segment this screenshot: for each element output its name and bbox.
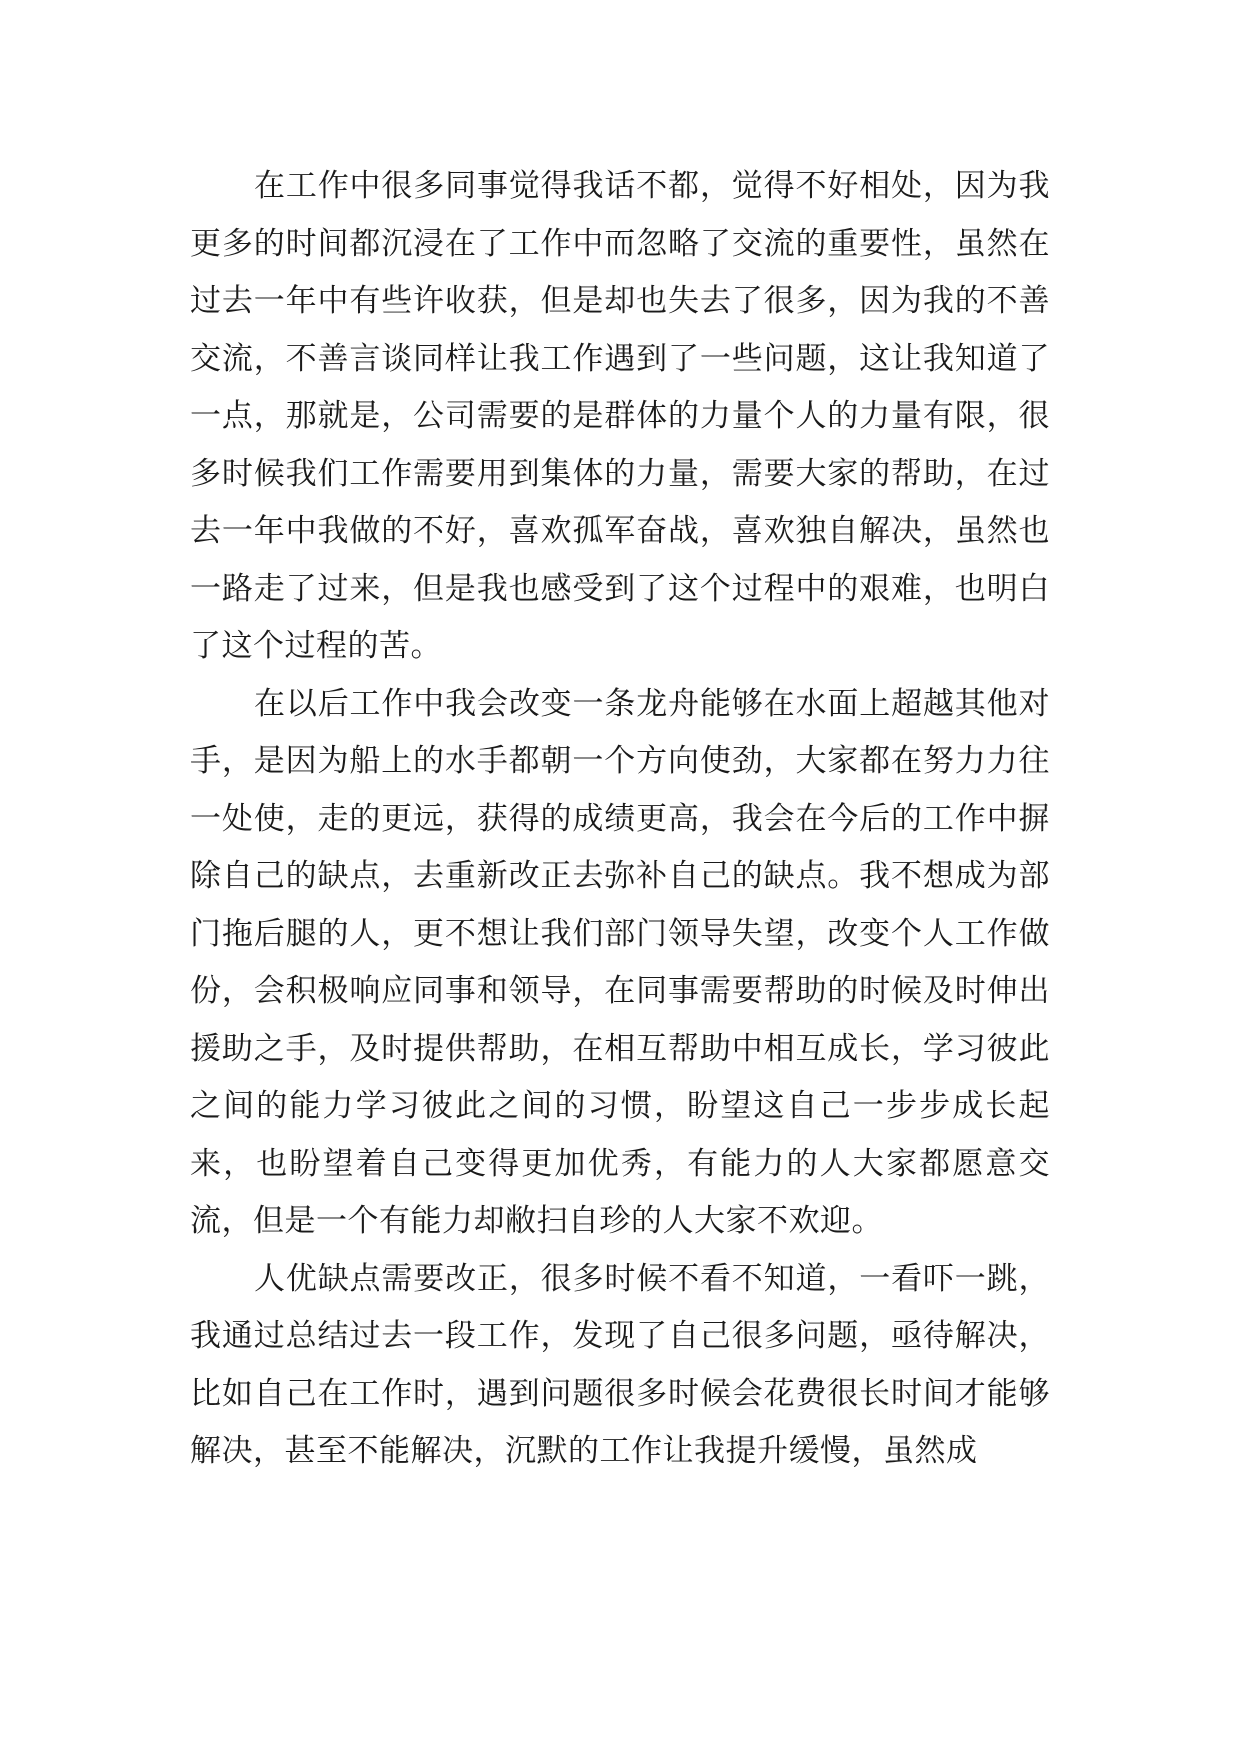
document-body [190, 158, 1050, 1481]
paragraph-1: 在工作中很多同事觉得我话不都，觉得不好相处，因为我更多的时间都沉浸在了工作中而忽略了交流的重要性，虽然在过去一年中有些许收获，但是却也失去了很多，因为我的不善交流，不善言谈同样让我工作遇到了一些问题，这让我知道了一点，那就是，公司需要的是群体的力量个人的力量有限，很多时候我们工作需要用到集体的力量，需要大家的帮助，在过去一年中我做的不好，喜欢孤军奋战，喜欢独自解决，虽然也一路走了过来，但是我也感受到了这个过程中的艰难，也明白了这个过程的苦。 [190, 168, 1050, 664]
paragraph-3: 人优缺点需要改正，很多时候不看不知道，一看吓一跳，我通过总结过去一段工作，发现了自己很多问题，亟待解决，比如自己在工作时，遇到问题很多时候会花费很长时间才能够解决，甚至不能解决，沉默的工作让我提升缓慢，虽然成 [190, 1260, 1050, 1469]
paragraph-2: 在以后工作中我会改变一条龙舟能够在水面上超越其他对手，是因为船上的水手都朝一个方向使劲，大家都在努力力往一处使，走的更远，获得的成绩更高，我会在今后的工作中摒除自己的缺点，去重新改正去弥补自己的缺点。我不想成为部门拖后腿的人，更不想让我们部门领导失望，改变个人工作做份，会积极响应同事和领导，在同事需要帮助的时候及时伸出援助之手，及时提供帮助，在相互帮助中相互成长，学习彼此之间的能力学习彼此之间的习惯，盼望这自己一步步成长起来，也盼望着自己变得更加优秀，有能力的人大家都愿意交流，但是一个有能力却敝扫自珍的人大家不欢迎。 [190, 685, 1050, 1239]
